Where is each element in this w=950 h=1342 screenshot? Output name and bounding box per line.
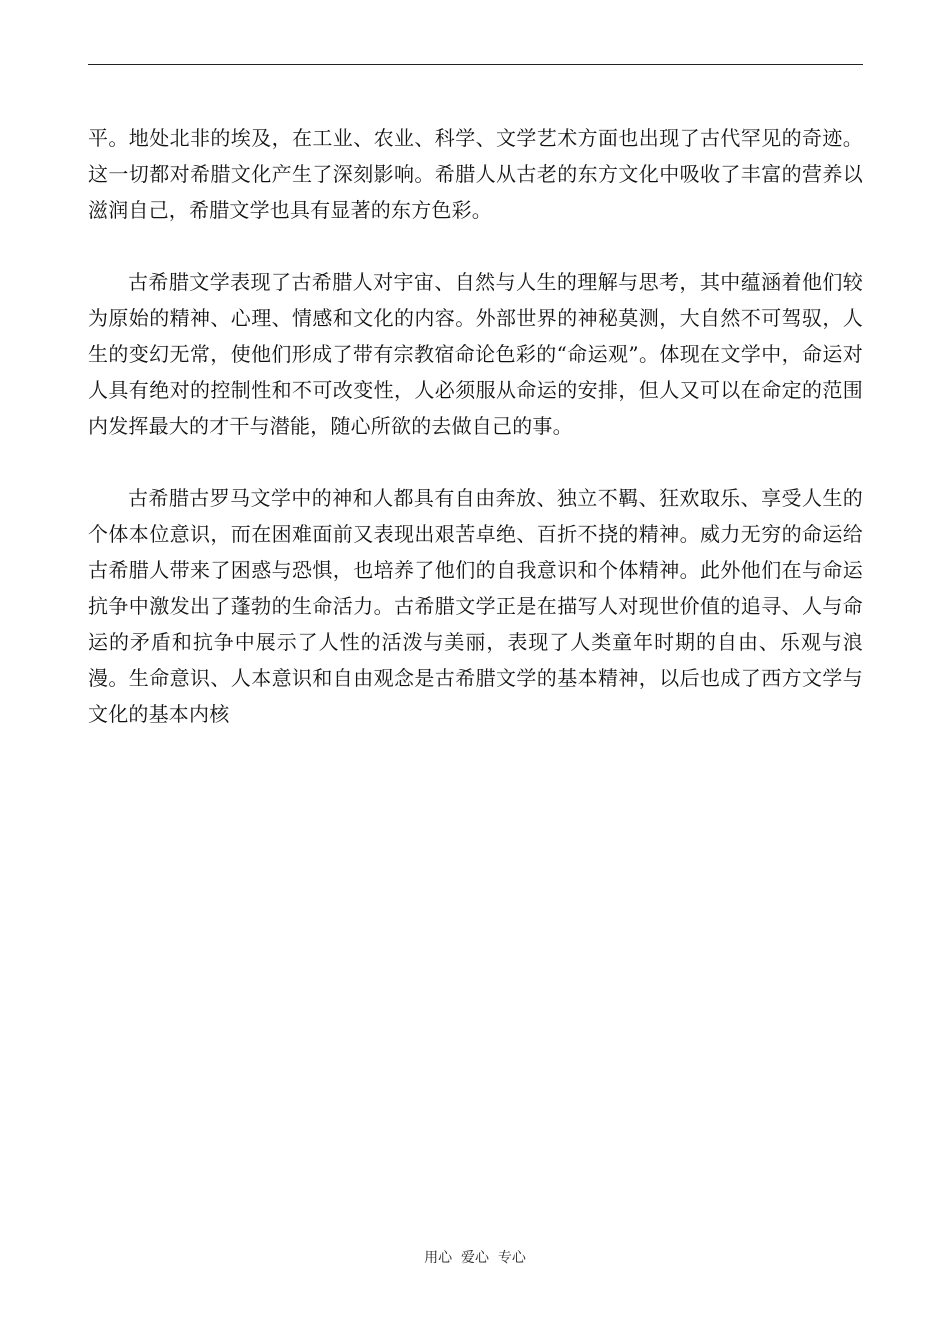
body-text <box>88 120 863 732</box>
paragraph-2: 古希腊文学表现了古希腊人对宇宙、自然与人生的理解与思考，其中蕴涵着他们较为原始的精神、心理、情感和文化的内容。外部世界的神秘莫测，大自然不可驾驭，人生的变幻无常，使他们形成了带有宗教宿命论色彩的“命运观”。体现在文学中，命运对人具有绝对的控制性和不可改变性，人必须服从命运的安排，但人又可以在命定的范围内发挥最大的才干与潜能，随心所欲的去做自己的事。 <box>88 270 863 438</box>
paragraph-3: 古希腊古罗马文学中的神和人都具有自由奔放、独立不羁、狂欢取乐、享受人生的个体本位意识，而在困难面前又表现出艰苦卓绝、百折不挠的精神。威力无穷的命运给古希腊人带来了困惑与恐惧，也培养了他们的自我意识和个体精神。此外他们在与命运抗争中激发出了蓬勃的生命活力。古希腊文学正是在描写人对现世价值的追寻、人与命运的矛盾和抗争中展示了人性的活泼与美丽，表现了人类童年时期的自由、乐观与浪漫。生命意识、人本意识和自由观念是古希腊文学的基本精神，以后也成了西方文学与文化的基本内核 <box>88 486 863 726</box>
paragraph-1: 平。地处北非的埃及，在工业、农业、科学、文学艺术方面也出现了古代罕见的奇迹。这一切都对希腊文化产生了深刻影响。希腊人从古老的东方文化中吸收了丰富的营养以滋润自己，希腊文学也具有显著的东方色彩。 <box>88 126 863 222</box>
page-footer: 用心 爱心 专心 <box>424 1250 526 1266</box>
header-rule <box>88 64 863 65</box>
